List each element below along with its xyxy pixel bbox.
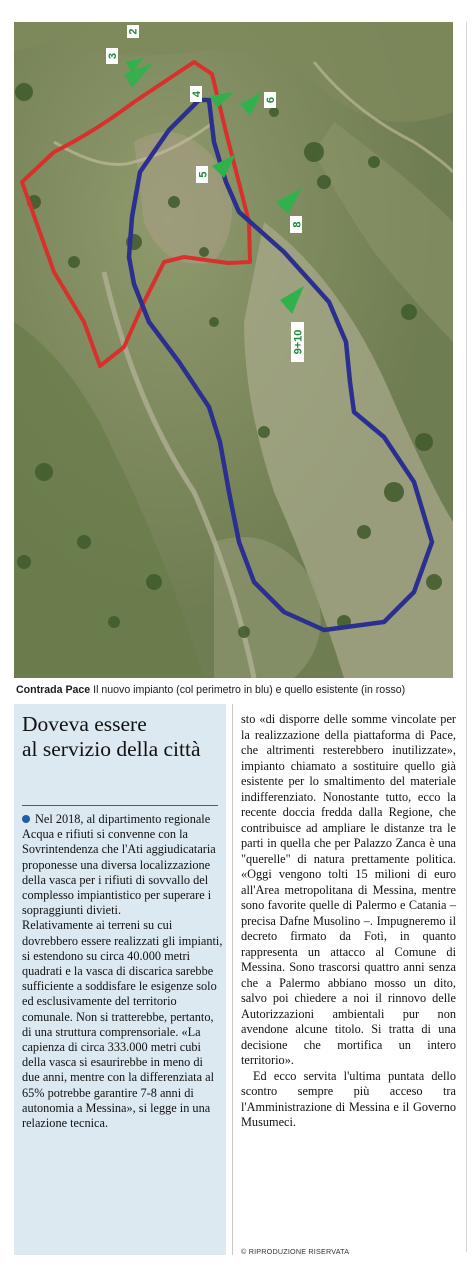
copyright-notice: © RIPRODUZIONE RISERVATA bbox=[241, 1247, 350, 1256]
column-divider bbox=[232, 704, 233, 1255]
aerial-map-svg bbox=[14, 22, 453, 678]
article-paragraph: Ed ecco servita l'ultima puntata dello scontro sempre più acceso tra l'Amministrazione di Messina e il Governo Musumeci. bbox=[241, 1068, 456, 1129]
sidebar-title bbox=[22, 712, 222, 762]
sidebar-paragraph: Nel 2018, al dipartimento regionale Acqua e rifiuti si convenne con la Sovrintendenza che l'Ati aggiudicataria proponesse una diversa localizzazione della vasca per i rifiuti di sovvallo del complesso impiantistico per superare i sopraggiunti divieti. bbox=[22, 812, 216, 918]
svg-text:8: 8 bbox=[291, 221, 304, 228]
caption-text: Il nuovo impianto (col perimetro in blu) e quello esistente (in rosso) bbox=[90, 684, 406, 696]
sidebar-body bbox=[22, 812, 223, 1131]
sidebar-title-line1: Doveva essere bbox=[22, 712, 147, 736]
svg-text:4: 4 bbox=[191, 90, 203, 98]
svg-text:2: 2 bbox=[127, 28, 140, 35]
svg-text:3: 3 bbox=[107, 52, 119, 60]
photo-caption bbox=[16, 684, 456, 696]
svg-text:5: 5 bbox=[197, 171, 210, 178]
caption-label: Contrada Pace bbox=[16, 684, 91, 696]
sidebar-box bbox=[14, 704, 226, 1255]
aerial-map bbox=[14, 22, 453, 678]
sidebar-paragraph: Relativamente ai terreni su cui dovrebbero essere realizzati gli impianti, si estendono su circa 40.000 metri quadrati e la vasca di discarica sarebbe sufficiente a soddisfare le esigenze solo ed esclusivamente del territorio comunale. Non si tratterebbe, pertanto, di una struttura comprensoriale. «La capienza di circa 333.000 metri cubi della vasca si esaurirebbe in meno di due anni, mentre con la differenziata al 65% potrebbe garantire 7-8 anni di autonomia a Messina», si legge in una relazione tecnica. bbox=[22, 918, 223, 1131]
svg-text:9+10: 9+10 bbox=[292, 329, 305, 355]
page-edge-rule bbox=[466, 22, 467, 1252]
sidebar-title-line2: al servizio della città bbox=[22, 737, 201, 761]
article-body bbox=[241, 712, 456, 1131]
bullet-dot-icon bbox=[22, 815, 30, 823]
svg-text:6: 6 bbox=[265, 96, 277, 104]
sidebar-divider bbox=[22, 805, 218, 806]
article-paragraph: sto «di disporre delle somme vincolate per la realizzazione della piattaforma di Pace, che altrimenti resterebbero inutilizzate», impianto chiamato a sostituire quello già esistente per lo smaltimento del materiale indifferenziato. Nonostante tutto, ecco la recente doccia fredda dalla Regione, che contribuisce ad ampliare le distanze tra le parti in quella che per Palazzo Zanca è una "querelle" di natura prettamente politica. «Oggi vengono tolti 15 milioni di euro all'Area metropolitana di Messina, mentre sono favorite quelle di Palermo e Catania – precisa Dafne Musolino –. Impugneremo il decreto firmato da Fotì, in quanto rappresenta un attacco al Comune di Messina. Sono trascorsi quattro anni senza che a Palermo abbiano mosso un dito, salvo poi chiedere a noi il rinnovo delle Autorizzazioni ambientali pur non avendone alcune titolo. Si tratta di una decisione che mortifica un intero territorio». bbox=[241, 712, 456, 1067]
